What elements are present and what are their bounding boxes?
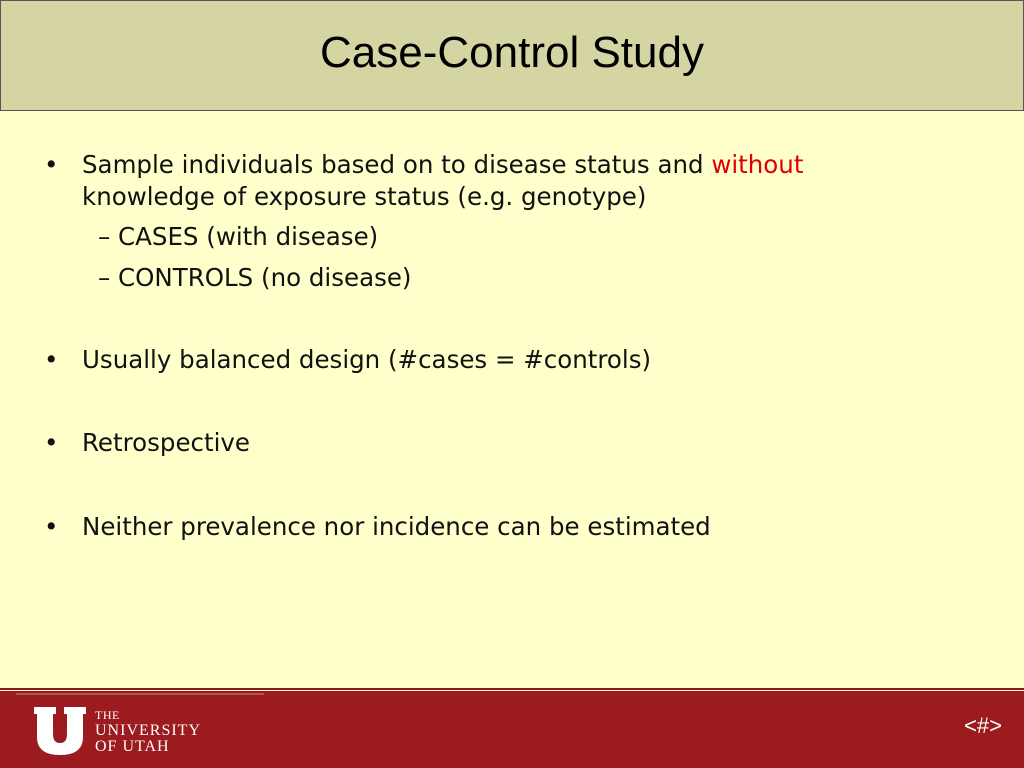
university-wordmark [95, 707, 201, 755]
bullet-dot: • [44, 428, 59, 457]
footer-divider [0, 688, 1024, 690]
sub-item-controls: – CONTROLS (no disease) [98, 263, 412, 292]
bullet-dot: • [44, 512, 59, 541]
sub-item-cases: – CASES (with disease) [98, 222, 379, 251]
wordmark-university: UNIVERSITY [95, 722, 201, 739]
bullet-text-part: Sample individuals based on to disease status and [82, 150, 712, 179]
slide-number: <#> [964, 713, 1002, 738]
footer-bar [0, 691, 1024, 768]
emphasis-text: without [711, 150, 804, 179]
slide-title: Case-Control Study [320, 27, 704, 77]
bullet-text: Retrospective [82, 428, 250, 457]
bullet-text [82, 149, 803, 181]
wordmark-the: THE [95, 708, 120, 722]
bullet-text: Usually balanced design (#cases = #controls) [82, 345, 652, 374]
wordmark-of-utah: OF UTAH [95, 738, 170, 755]
bullet-text: Neither prevalence nor incidence can be estimated [82, 512, 711, 541]
title-bar [0, 0, 1024, 111]
bullet-text-continued: knowledge of exposure status (e.g. genotype) [82, 182, 647, 211]
bullet-dot: • [44, 345, 59, 374]
footer-highlight [16, 693, 264, 695]
bullet-dot: • [44, 150, 59, 179]
